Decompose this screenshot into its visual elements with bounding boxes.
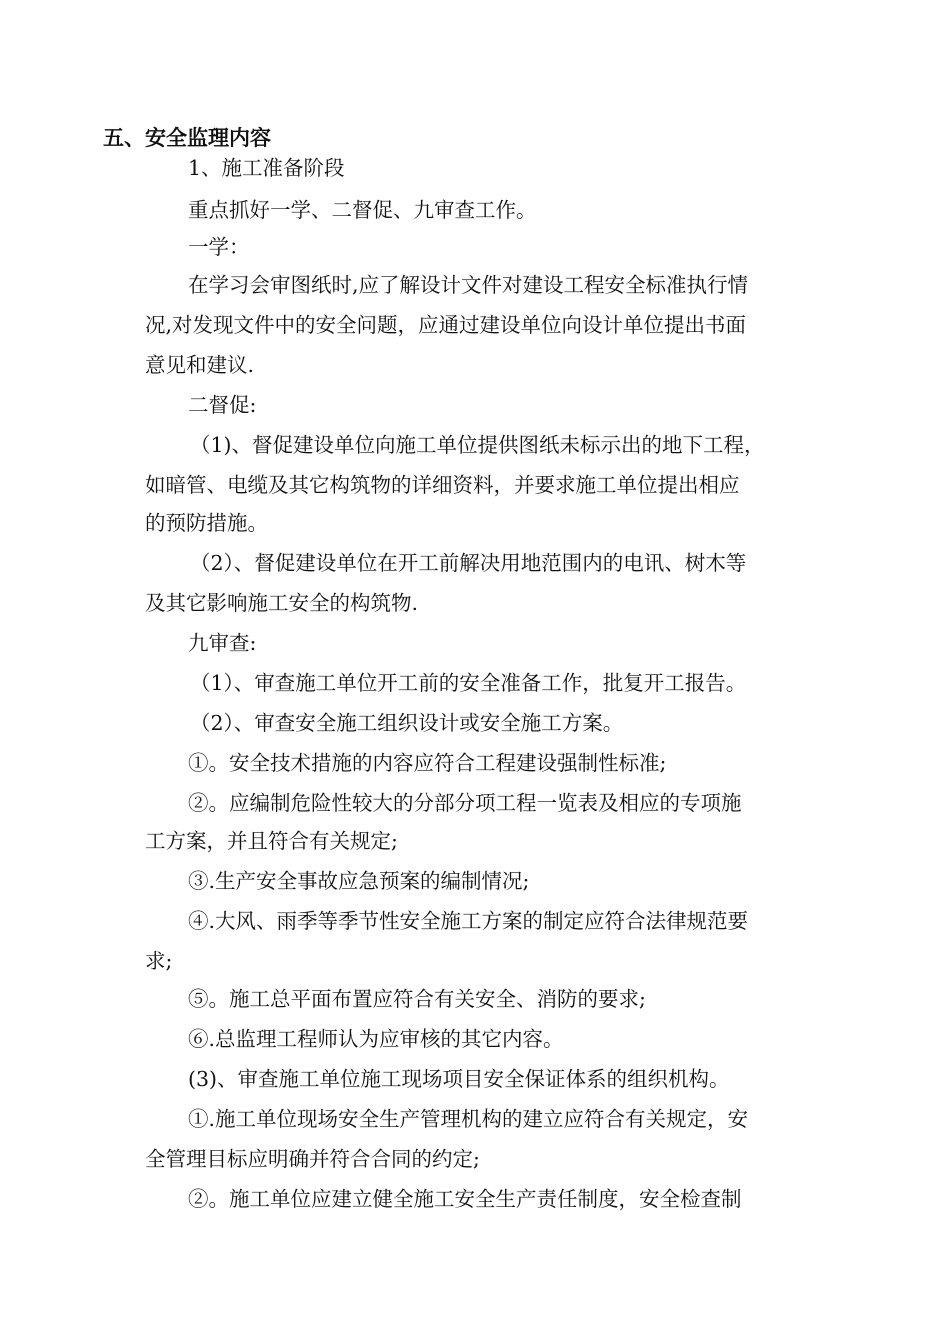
paragraph-line: ④.大风、雨季等季节性安全施工方案的制定应符合法律规范要	[188, 909, 749, 933]
paragraph-line: 重点抓好一学、二督促、九审查工作。	[188, 198, 537, 222]
paragraph-line: 意见和建议.	[145, 353, 255, 377]
section-heading: 五、安全监理内容	[103, 125, 271, 150]
paragraph-line: 的预防措施。	[145, 511, 268, 535]
paragraph-line: （1)、督促建设单位向施工单位提供图纸未标示出的地下工程，	[190, 433, 765, 457]
paragraph-line: ①。安全技术措施的内容应符合工程建设强制性标准;	[188, 751, 667, 775]
paragraph-line: 九审查:	[188, 631, 257, 655]
paragraph-line: 工方案，并且符合有关规定;	[145, 829, 398, 853]
paragraph-line: 全管理目标应明确并符合合同的约定;	[145, 1147, 480, 1171]
paragraph-line: 及其它影响施工安全的构筑物.	[145, 591, 419, 615]
paragraph-line: 在学习会审图纸时,应了解设计文件对建设工程安全标准执行情	[188, 273, 749, 297]
paragraph-line: （1）、审查施工单位开工前的安全准备工作，批复开工报告。	[190, 671, 747, 695]
paragraph-line: 一学：	[188, 235, 250, 259]
paragraph-line: ②。施工单位应建立健全施工安全生产责任制度，安全检查制	[188, 1187, 742, 1211]
paragraph-line: （2）、督促建设单位在开工前解决用地范围内的电讯、树木等	[190, 551, 747, 575]
paragraph-line: 求;	[145, 949, 173, 973]
paragraph-line: 况,对发现文件中的安全问题，应通过建设单位向设计单位提出书面	[145, 313, 747, 337]
paragraph-line: ②。应编制危险性较大的分部分项工程一览表及相应的专项施	[188, 791, 742, 815]
paragraph-line: 二督促:	[188, 393, 257, 417]
paragraph-line: ③.生产安全事故应急预案的编制情况;	[188, 869, 530, 893]
paragraph-line: 如暗管、电缆及其它构筑物的详细资料，并要求施工单位提出相应	[145, 473, 740, 497]
paragraph-line: （2）、审查安全施工组织设计或安全施工方案。	[190, 711, 624, 735]
subsection-title: 1、施工准备阶段	[188, 156, 345, 180]
paragraph-line: (3)、审查施工单位施工现场项目安全保证体系的组织机构。	[188, 1067, 730, 1091]
paragraph-line: ⑤。施工总平面布置应符合有关安全、消防的要求;	[188, 987, 646, 1011]
paragraph-line: ⑥.总监理工程师认为应审核的其它内容。	[188, 1027, 564, 1051]
paragraph-line: ①.施工单位现场安全生产管理机构的建立应符合有关规定，安	[188, 1107, 749, 1131]
